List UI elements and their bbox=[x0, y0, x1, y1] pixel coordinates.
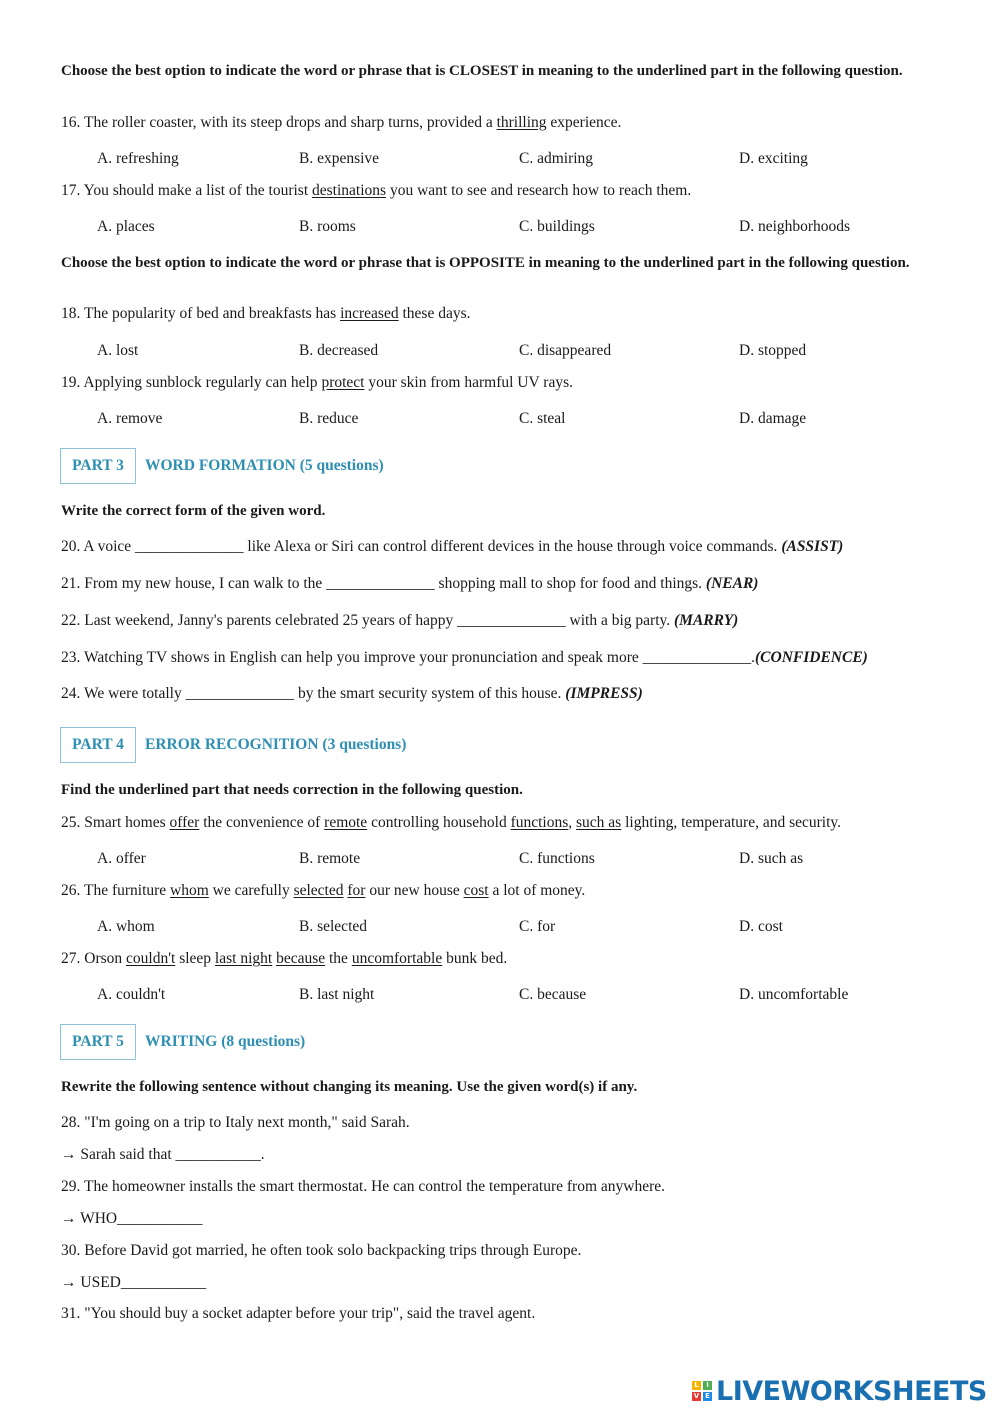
part4-title: ERROR RECOGNITION (3 questions) bbox=[145, 736, 407, 753]
q25-text: controlling household bbox=[367, 814, 511, 831]
q26-text: 26. The furniture bbox=[61, 882, 171, 899]
q19-underlined-word: protect bbox=[321, 374, 365, 391]
q25-underlined-b: remote bbox=[324, 814, 368, 831]
q17-text-end: you want to see and research how to reach them. bbox=[386, 182, 692, 199]
q17-text-start: 17. You should make a list of the tourist bbox=[61, 182, 313, 199]
q26-underlined-c: for bbox=[347, 882, 366, 899]
q18-option-c[interactable]: C. disappeared bbox=[519, 342, 612, 359]
q18-text-start: 18. The popularity of bed and breakfasts has bbox=[61, 305, 341, 322]
question-31: 31. "You should buy a socket adapter before your trip", said the travel agent. bbox=[61, 1305, 536, 1322]
part3-label: PART 3 bbox=[60, 448, 136, 484]
q16-text-end: experience. bbox=[546, 114, 622, 131]
question-22 bbox=[61, 611, 738, 631]
question-24 bbox=[61, 684, 643, 704]
q17-option-a[interactable]: A. places bbox=[97, 218, 155, 235]
q25-text: , bbox=[568, 814, 577, 831]
q24-keyword: (IMPRESS) bbox=[565, 685, 643, 702]
instruction-opposite: Choose the best option to indicate the word or phrase that is OPPOSITE in meaning to the underlined part in the following question. bbox=[61, 255, 910, 271]
q25-text: lighting, temperature, and security. bbox=[621, 814, 842, 831]
question-20 bbox=[61, 537, 843, 557]
part4-label: PART 4 bbox=[60, 727, 136, 763]
question-28: 28. "I'm going on a trip to Italy next month," said Sarah. bbox=[61, 1114, 410, 1131]
q17-underlined-word: destinations bbox=[312, 182, 387, 199]
question-19 bbox=[61, 373, 573, 393]
q20-text: 20. A voice ______________ like Alexa or Siri can control different devices in the house through voice commands. bbox=[61, 538, 782, 555]
q26-option-a[interactable]: A. whom bbox=[97, 918, 155, 935]
question-18 bbox=[61, 304, 471, 324]
answer-30-line[interactable]: → USED___________ bbox=[61, 1274, 207, 1291]
question-29: 29. The homeowner installs the smart thermostat. He can control the temperature from anywhere. bbox=[61, 1178, 666, 1195]
q25-underlined-d: such as bbox=[576, 814, 622, 831]
q19-text-start: 19. Applying sunblock regularly can help bbox=[61, 374, 322, 391]
q25-text: 25. Smart homes bbox=[61, 814, 170, 831]
q21-keyword: (NEAR) bbox=[705, 575, 759, 592]
question-26 bbox=[61, 881, 585, 901]
q16-text-start: 16. The roller coaster, with its steep drops and sharp turns, provided a bbox=[61, 114, 497, 131]
logo-cell: I bbox=[703, 1381, 712, 1390]
logo-mark-icon bbox=[692, 1381, 712, 1401]
part3-instruction: Write the correct form of the given word. bbox=[61, 503, 326, 519]
q19-text-end: your skin from harmful UV rays. bbox=[364, 374, 573, 391]
q25-underlined-a: offer bbox=[169, 814, 200, 831]
logo-cell: L bbox=[692, 1381, 701, 1390]
part4-instruction: Find the underlined part that needs correction in the following question. bbox=[61, 782, 523, 798]
q27-option-d[interactable]: D. uncomfortable bbox=[739, 986, 849, 1003]
q19-option-a[interactable]: A. remove bbox=[97, 410, 163, 427]
q23-keyword: (CONFIDENCE) bbox=[755, 649, 868, 666]
q26-text: a lot of money. bbox=[488, 882, 586, 899]
q21-text: 21. From my new house, I can walk to the ______________ shopping mall to shop for food and things. bbox=[61, 575, 706, 592]
q27-option-b[interactable]: B. last night bbox=[299, 986, 375, 1003]
q27-text: the bbox=[325, 950, 352, 967]
logo-cell: V bbox=[693, 1392, 700, 1400]
q27-option-c[interactable]: C. because bbox=[519, 986, 587, 1003]
q26-underlined-d: cost bbox=[463, 882, 489, 899]
q26-text: our new house bbox=[365, 882, 464, 899]
q26-option-b[interactable]: B. selected bbox=[299, 918, 368, 935]
logo-text: LIVEWORKSHEETS bbox=[716, 1375, 987, 1407]
q17-option-c[interactable]: C. buildings bbox=[519, 218, 595, 235]
q24-text: 24. We were totally ______________ by the smart security system of this house. bbox=[61, 685, 566, 702]
q25-option-d[interactable]: D. such as bbox=[739, 850, 804, 867]
q23-text: 23. Watching TV shows in English can help you improve your pronunciation and speak more ______________. bbox=[61, 649, 756, 666]
part5-label: PART 5 bbox=[60, 1024, 136, 1060]
question-27 bbox=[61, 949, 507, 969]
q27-text: sleep bbox=[175, 950, 215, 967]
question-23 bbox=[61, 648, 868, 668]
q26-option-c[interactable]: C. for bbox=[519, 918, 556, 935]
q27-underlined-a: couldn't bbox=[126, 950, 176, 967]
q18-underlined-word: increased bbox=[340, 305, 399, 322]
q27-underlined-c: because bbox=[276, 950, 326, 967]
q17-option-d[interactable]: D. neighborhoods bbox=[739, 218, 851, 235]
q16-underlined-word: thrilling bbox=[496, 114, 547, 131]
q26-underlined-a: whom bbox=[170, 882, 209, 899]
logo-cell: E bbox=[703, 1392, 712, 1401]
q16-option-b[interactable]: B. expensive bbox=[299, 150, 380, 167]
question-30: 30. Before David got married, he often took solo backpacking trips through Europe. bbox=[61, 1242, 582, 1259]
q16-option-a[interactable]: A. refreshing bbox=[97, 150, 179, 167]
q27-underlined-d: uncomfortable bbox=[351, 950, 443, 967]
liveworksheets-logo bbox=[692, 1374, 987, 1408]
q19-option-d[interactable]: D. damage bbox=[739, 410, 807, 427]
answer-28-line[interactable]: → Sarah said that ___________. bbox=[61, 1146, 265, 1163]
q25-option-c[interactable]: C. functions bbox=[519, 850, 595, 867]
q22-text: 22. Last weekend, Janny's parents celebrated 25 years of happy ______________ with a big party. bbox=[61, 612, 675, 629]
q27-underlined-b: last night bbox=[214, 950, 273, 967]
q19-option-c[interactable]: C. steal bbox=[519, 410, 566, 427]
question-16 bbox=[61, 113, 621, 133]
q27-option-a[interactable]: A. couldn't bbox=[97, 986, 166, 1003]
part5-instruction: Rewrite the following sentence without changing its meaning. Use the given word(s) if any. bbox=[61, 1079, 638, 1095]
q25-underlined-c: functions bbox=[510, 814, 569, 831]
q18-option-a[interactable]: A. lost bbox=[97, 342, 139, 359]
q25-text: the convenience of bbox=[199, 814, 325, 831]
q25-option-b[interactable]: B. remote bbox=[299, 850, 361, 867]
q20-keyword: (ASSIST) bbox=[781, 538, 844, 555]
q19-option-b[interactable]: B. reduce bbox=[299, 410, 359, 427]
question-21 bbox=[61, 574, 758, 594]
q27-text: 27. Orson bbox=[61, 950, 127, 967]
question-17 bbox=[61, 181, 691, 201]
q26-text: we carefully bbox=[208, 882, 294, 899]
q27-text: bunk bed. bbox=[442, 950, 508, 967]
q26-underlined-b: selected bbox=[293, 882, 344, 899]
question-25 bbox=[61, 813, 841, 833]
q16-option-d[interactable]: D. exciting bbox=[739, 150, 808, 167]
q18-option-d[interactable]: D. stopped bbox=[739, 342, 807, 359]
part5-title: WRITING (8 questions) bbox=[145, 1033, 306, 1050]
instruction-closest: Choose the best option to indicate the word or phrase that is CLOSEST in meaning to the underlined part in the following question. bbox=[61, 63, 903, 79]
q26-option-d[interactable]: D. cost bbox=[739, 918, 783, 935]
answer-29-line[interactable]: → WHO___________ bbox=[61, 1210, 203, 1227]
q18-option-b[interactable]: B. decreased bbox=[299, 342, 379, 359]
q18-text-end: these days. bbox=[398, 305, 471, 322]
q25-option-a[interactable]: A. offer bbox=[97, 850, 146, 867]
q16-option-c[interactable]: C. admiring bbox=[519, 150, 594, 167]
part3-title: WORD FORMATION (5 questions) bbox=[145, 457, 384, 474]
q22-keyword: (MARRY) bbox=[674, 612, 739, 629]
q17-option-b[interactable]: B. rooms bbox=[299, 218, 356, 235]
